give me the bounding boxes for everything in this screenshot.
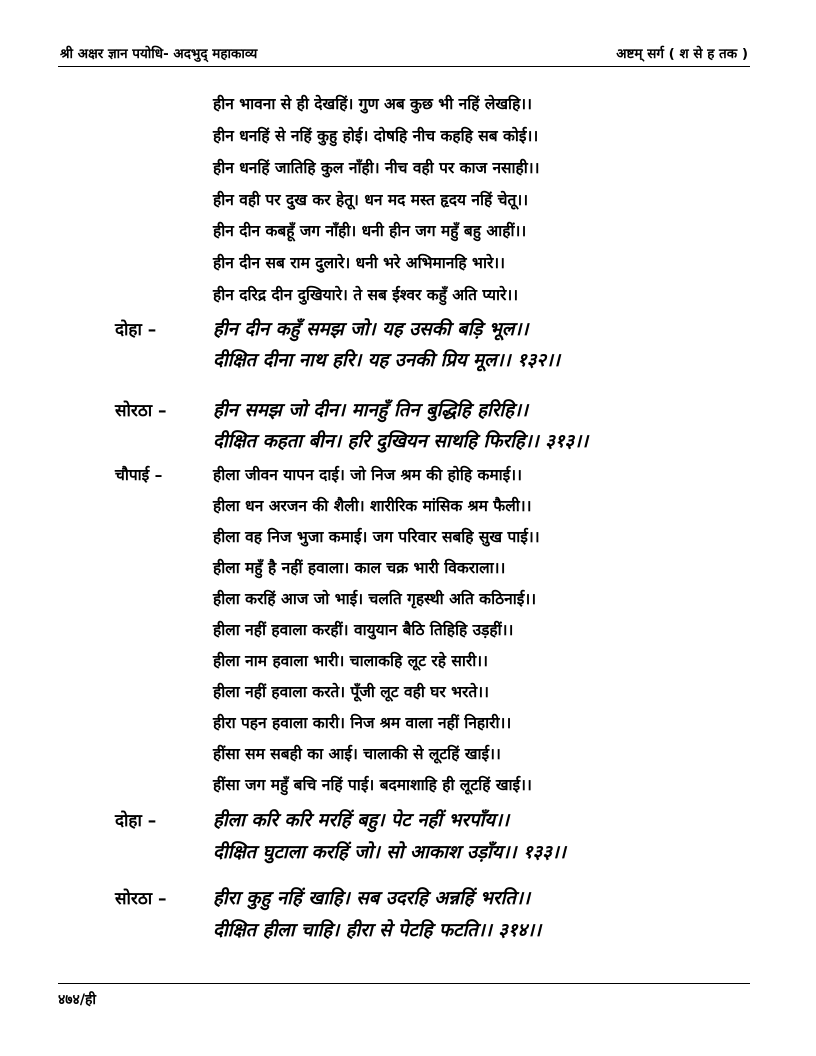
verse-line: हीन वही पर दुख कर हेतू। धन मद मस्त हृदय नहिं चेतू।। <box>213 191 529 209</box>
page-header <box>58 38 750 67</box>
sortha-line: हीन समझ जो दीन। मानहुँ तिन बुद्धिहि हरिहि।। <box>213 400 529 421</box>
verse-line: हीला नहीं हवाला करहीं। वायुयान बैठि तिहिहि उड़हीं।। <box>213 621 514 639</box>
verse-line: हीरा पहन हवाला कारी। निज श्रम वाला नहीं निहारी।। <box>213 714 512 732</box>
verse-line: हीन धनहिं से नहिं कुहु होई। दोषहि नीच कहहि सब कोई।। <box>213 127 539 145</box>
verse-line: हीला करहिं आज जो भाई। चलति गृहस्थी अति कठिनाई।। <box>213 590 537 608</box>
sortha-line: दीक्षित कहता बीन। हरि दुखियन साथहि फिरहि।। ३१३।। <box>213 431 589 452</box>
verse-line: हीला जीवन यापन दाई। जो निज श्रम की होहि कमाई।। <box>213 466 523 484</box>
verse-line: हीन धनहिं जातिहि कुल नाँही। नीच वही पर काज नसाही।। <box>213 159 540 177</box>
verse-line: हीन भावना से ही देखहिं। गुण अब कुछ भी नहिं लेखहि।। <box>213 95 533 113</box>
verse-line: हीन दीन सब राम दुलारे। धनी भरे अभिमानहि भारे।। <box>213 254 506 272</box>
doha-line: हीला करि करि मरहिं बहु। पेट नहीं भरपाँय।। <box>213 810 510 831</box>
verse-line: हीन दीन कबहूँ जग नाँही। धनी हीन जग महुँ बहु आहीं।। <box>213 222 527 240</box>
page-number: ४७४/ही <box>58 992 97 1008</box>
verse-line: हींसा सम सबही का आई। चालाकी से लूटहिं खाई।। <box>213 745 501 763</box>
verse-line: हीला महुँ है नहीं हवाला। काल चक्र भारी विकराला।। <box>213 559 506 577</box>
verse-line: हींसा जग महुँ बचि नहिं पाई। बदमाशाहि ही लूटहिं खाई।। <box>213 776 532 794</box>
verse-line: हीला धन अरजन की शैली। शारीरिक मांसिक श्रम फैली।। <box>213 497 532 515</box>
doha-line: दीक्षित दीना नाथ हरि। यह उनकी प्रिय मूल।। १३२।। <box>213 350 561 371</box>
doha-label: दोहा – <box>115 320 157 340</box>
verse-line: हीला वह निज भुजा कमाई। जग परिवार सबहि सुख पाई।। <box>213 528 540 546</box>
doha-line: हीन दीन कहुँ समझ जो। यह उसकी बड़ि भूल।। <box>213 319 529 340</box>
footer-rule <box>58 983 750 984</box>
verse-line: हीला नहीं हवाला करते। पूँजी लूट वही घर भरते।। <box>213 683 489 701</box>
sortha-label: सोरठा – <box>115 889 167 909</box>
sortha-line: हीरा कुहु नहिं खाहि। सब उदरहि अन्नहिं भरति।। <box>213 888 530 909</box>
doha-label: दोहा – <box>115 811 157 831</box>
chaupai-label: चौपाई – <box>115 466 163 484</box>
sortha-line: दीक्षित हीला चाहि। हीरा से पेटहि फटति।। ३१४।। <box>213 920 542 941</box>
doha-line: दीक्षित घुटाला करहिं जो। सो आकाश उड़ाँय।। १३३।। <box>213 842 566 863</box>
verse-line: हीला नाम हवाला भारी। चालाकहि लूट रहे सारी।। <box>213 652 488 670</box>
book-title: श्री अक्षर ज्ञान पयोधि- अदभुद् महाकाव्य <box>60 46 258 62</box>
chapter-title: अष्टम् सर्ग ( श से ह तक ) <box>616 46 748 62</box>
sortha-label: सोरठा – <box>115 401 167 421</box>
verse-line: हीन दरिद्र दीन दुखियारे। ते सब ईश्वर कहुँ अति प्यारे।। <box>213 286 519 304</box>
